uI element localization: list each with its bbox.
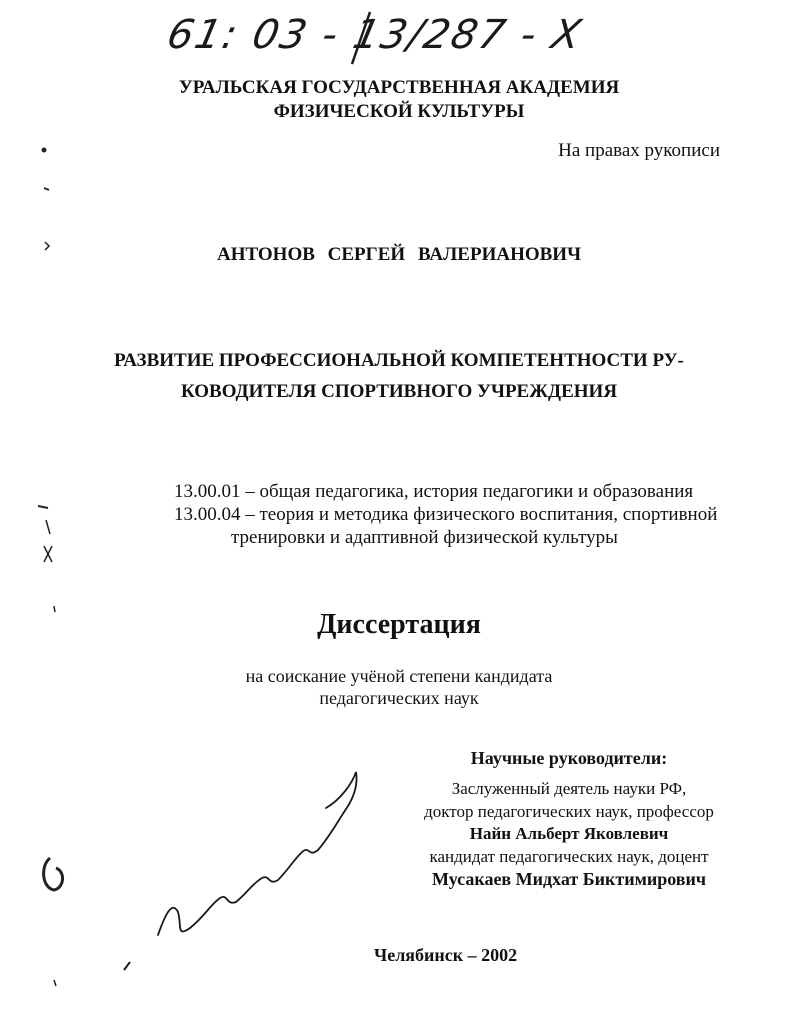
specialty-line1: 13.00.01 – общая педагогика, история педагогики и образования: [174, 481, 694, 502]
supervisor2-name: Мусакаев Мидхат Биктимирович: [431, 869, 707, 889]
author-name: АНТОНОВ СЕРГЕЙ ВАЛЕРИАНОВИЧ: [216, 244, 582, 265]
signature-flourish: [124, 962, 130, 970]
document-type-heading: Диссертация: [317, 609, 481, 640]
degree-line2: педагогических наук: [319, 688, 479, 708]
supervisor2-title: кандидат педагогических наук, доцент: [429, 847, 709, 866]
handwritten-registry-number: 61: 03 - 13/287 - X: [163, 12, 587, 58]
specialty-line2: 13.00.04 – теория и методика физического воспитания, спортивной: [174, 504, 718, 525]
margin-mark: [54, 606, 55, 612]
handwritten-signature: [158, 772, 357, 935]
degree-line1: на соискание учёной степени кандидата: [245, 666, 553, 686]
margin-mark: [54, 980, 56, 986]
handwritten-underline-slash: [352, 12, 370, 64]
margin-mark: [44, 858, 63, 890]
city-year: Челябинск – 2002: [374, 945, 518, 965]
manuscript-rights-note: На правах рукописи: [558, 140, 720, 161]
specialty-line3: тренировки и адаптивной физической культуры: [231, 527, 618, 548]
margin-mark: [44, 188, 49, 190]
margin-mark: [38, 506, 48, 508]
margin-mark: [44, 546, 52, 562]
supervisor1-title1: Заслуженный деятель науки РФ,: [451, 779, 687, 798]
supervisors-heading: Научные руководители:: [470, 748, 668, 768]
margin-mark: [45, 242, 49, 250]
institution-name-line1: УРАЛЬСКАЯ ГОСУДАРСТВЕННАЯ АКАДЕМИЯ: [178, 77, 620, 98]
supervisor1-name: Найн Альберт Яковлевич: [469, 824, 669, 843]
dissertation-title-line2: КОВОДИТЕЛЯ СПОРТИВНОГО УЧРЕЖДЕНИЯ: [180, 381, 618, 402]
institution-name-line2: ФИЗИЧЕСКОЙ КУЛЬТУРЫ: [273, 101, 525, 122]
margin-mark: [46, 520, 50, 534]
dissertation-title-line1: РАЗВИТИЕ ПРОФЕССИОНАЛЬНОЙ КОМПЕТЕНТНОСТИ РУ-: [114, 350, 684, 371]
margin-speck: [42, 148, 47, 153]
supervisor1-title2: доктор педагогических наук, профессор: [424, 802, 714, 821]
